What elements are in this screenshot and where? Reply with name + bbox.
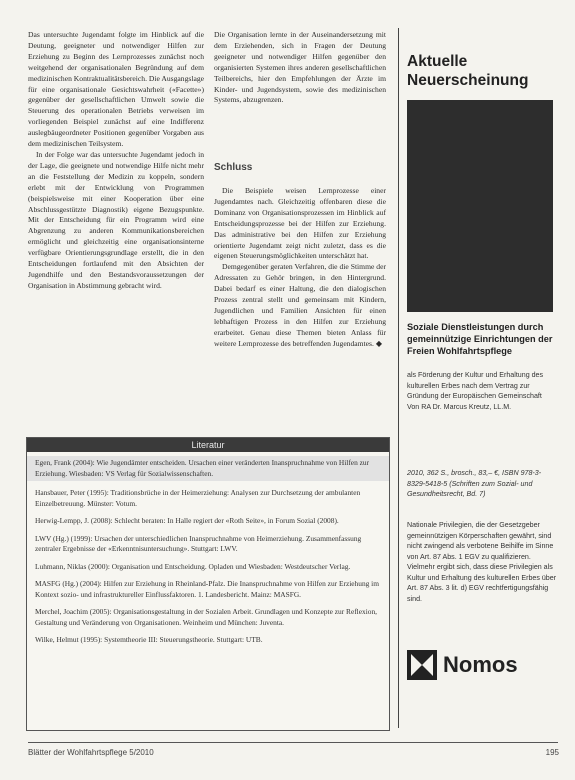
literature-item: Merchel, Joachim (2005): Organisationsgestaltung in der Sozialen Arbeit. Grundlagen und Konzepte zur Reflexion, Gestaltung und Veränderung von Organisationen. Weinheim und München: Juventa. <box>35 607 378 627</box>
literature-item: Herwig-Lempp, J. (2008): Schlecht beraten: In Halle regiert der «Roth Seite», in Forum Sozial (2008). <box>35 516 339 525</box>
article-column-2-conclusion <box>214 186 386 350</box>
book-subtitle <box>407 370 557 412</box>
article-column-1 <box>28 30 204 292</box>
literature-item: Wilke, Helmut (1995): Systemtheorie III: Steuerungstheorie. Stuttgart: UTB. <box>35 635 263 644</box>
sidebar-title-line: Neuerscheinung <box>407 72 529 89</box>
book-description: Nationale Privilegien, die der Gesetzgeber gemeinnützigen Körperschaften gewährt, sind nicht zwingend als verbotene Beihilfe im Sinne von Art. 87 Abs. 1 EGV zu qualifizieren. Vielmehr ergibt sich, dass diese Privilegien als Kultur und Erhaltung des kulturellen Erbes über Art. 87 Abs. 3 lit. d) EGV rechtfertigungsfähig sind. <box>407 521 557 603</box>
book-title: Soziale Dienstleistungen durch gemeinnützige Einrichtungen der Freien Wohlfahrtspflege <box>407 322 553 356</box>
book-subtitle-text: als Förderung der Kultur und Erhaltung des kulturellen Erbes nach dem Vertrag zur Gründung der Europäischen Gemeinschaft <box>407 371 544 400</box>
literature-box <box>26 437 390 731</box>
page-number: 195 <box>545 748 559 757</box>
literature-item: Egen, Frank (2004): Wie Jugendämter entscheiden. Ursachen einer veränderten Inanspruchnahme von Hilfen zur Erziehung. Wiesbaden: VS Verlag für Sozialwissenschaften. <box>27 456 389 481</box>
footer-journal: Blätter der Wohlfahrtspflege 5/2010 <box>28 748 154 757</box>
book-author: Von RA Dr. Marcus Kreutz, LL.M. <box>407 402 512 411</box>
literature-item: MASFG (Hg.) (2004): Hilfen zur Erziehung in Rheinland-Pfalz. Die Inanspruchnahme von Hilfen zur Erziehung im Kontext sozio- und infrastruktureller Einflussfaktoren. 1. Landesbericht. Mainz: MASFG. <box>35 579 379 599</box>
nomos-logo-icon <box>407 650 437 680</box>
end-mark-icon: ◆ <box>375 338 382 348</box>
article-column-2 <box>214 30 386 106</box>
publisher-logo <box>407 650 518 680</box>
literature-item: Luhmann, Niklas (2000): Organisation und Entscheidung. Opladen und Wiesbaden: Westdeutscher Verlag. <box>35 561 351 571</box>
publisher-name: Nomos <box>443 652 518 677</box>
literature-list <box>27 452 389 646</box>
paragraph: Das untersuchte Jugendamt folgte im Hinblick auf die Deutung, geeigneter und notwendiger Hilfen zur Erziehung zu Beginn des Lernprozesses zunächst noch weitgehend der organisationalen Begründung auf dem medizinischen Kontraktualitätsbereich. Die Ausgangslage für eine organisationale Gesichtswahrheit («Facette») gegenüber der gesellschaftlichen Umwelt sowie die Steuerung des operationalen Betriebs verweisen im vorliegenden Beispiel zunächst auf eine Indifferenz auslegbäugeordneter Positionen gegenüber Vorgaben aus dem medizinischen Teilsystem. <box>28 30 204 149</box>
sidebar-title-line: Aktuelle <box>407 53 468 70</box>
literature-item: Hansbauer, Peter (1995): Traditionsbrüche in der Heimerziehung: Analysen zur Durchsetzung der ambulanten Einzelbetreuung. Münster: Votum. <box>35 488 361 508</box>
literature-item: LWV (Hg.) (1999): Ursachen der unterschiedlichen Inanspruchnahme von Heimerziehung. Zusammenfassung zentraler Ergebnisse der «Erkenntnisuntersuchung». Stuttgart: LWV. <box>35 533 362 553</box>
paragraph: In der Folge war das untersuchte Jugendamt jedoch in der Lage, die geeignete und notwendige Hilfe nicht mehr an die Feststellung der Medizin zu koppeln, sondern erlebt mit der Entwicklung von Programmen (beispielsweise mit einer Kooperation über eine Abschlussgestützte Diagnostik) eigene Bezugspunkte. Mit der Entscheidung für ein Programm wird eine Abgrenzung zu anderen Kommunikationsbereichen ermöglicht und gleichzeitig eine organisationsinterne verfügbare Orientierungsgrundlage erstellt, die in den Entscheidungen fortlaufend mit den Absichten der Jugendhilfe und den Bestandsvoraussetzungen der Organisation in Abstimmung gebracht wird. <box>28 149 204 290</box>
paragraph: Die Beispiele weisen Lernprozesse einer Jugendamtes nach. Gleichzeitig offenbaren diese die Dominanz von Organisationsprozessen im Hinblick auf Entscheidungsprozesse bei der Hilfen zur Erziehung. Das administrative bei den Hilfen zur Erziehung orientierte Jugendamt zeigt nicht zuletzt, dass es die eigenen Steuerungsmöglichkeiten unterschätzt hat. <box>214 186 386 261</box>
paragraph <box>214 262 386 349</box>
sidebar-title <box>407 52 528 90</box>
book-meta: 2010, 362 S., brosch., 83,– €, ISBN 978-3-8329-5418-5 (Schriften zum Sozial- und Gesundheitsrecht, Bd. 7) <box>407 469 542 498</box>
paragraph-text: Demgegenüber geraten Verfahren, die die Stimme der Adressaten zu Gehör bringen, in den Hintergrund. Dabei bedarf es einer Haltung, die den dialogischen Prozess zentral stellt und gemeinsam mit Kindern, Jugendlichen und Familien Ansichten für einen lebhaftigen Prozess in den Hilfen zur Erziehung erarbeitet. Genau diese Themen bieten Anlass für weitere Lernprozesse des betreffenden Jugendamtes. <box>214 262 386 348</box>
book-cover-image <box>407 100 553 312</box>
footer-divider <box>28 742 558 743</box>
advertisement-sidebar <box>398 28 561 728</box>
literature-heading: Literatur <box>27 438 389 452</box>
paragraph: Die Organisation lernte in der Auseinandersetzung mit dem Erziehenden, sich in Fragen der Deutung geeigneter und notwendiger Hilfen gegenüber den organisierten Systemen ihres anderen gesellschaftlichen Teilbereichs, hier den Empfehlungen der Ärzte im Kinder- und Jugendsystem, sowie des medizinischen Systems, abzugrenzen. <box>214 30 386 105</box>
section-heading: Schluss <box>214 162 253 173</box>
